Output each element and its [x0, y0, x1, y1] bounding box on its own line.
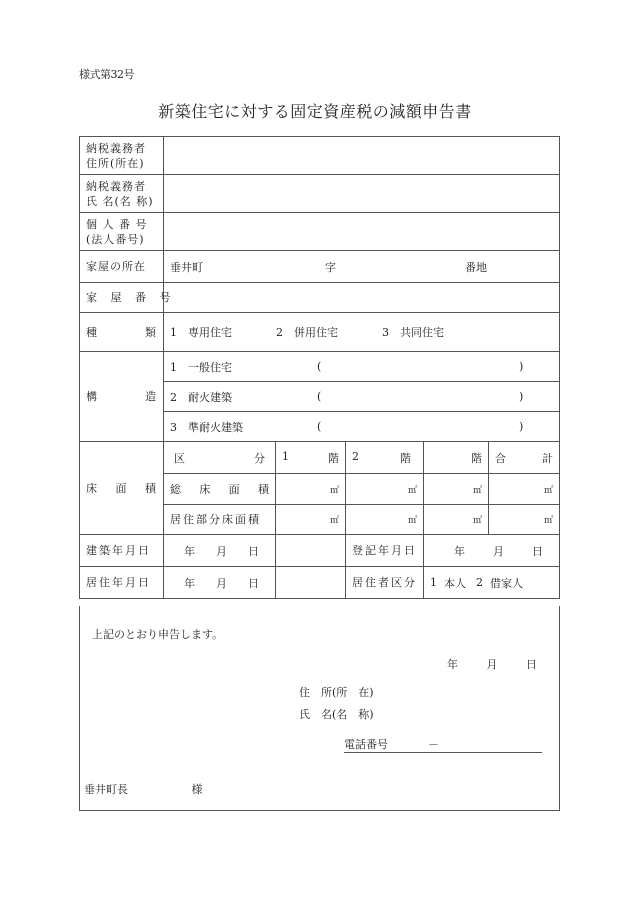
row-residence	[80, 567, 560, 599]
declaration-statement: 上記のとおり申告します。	[92, 628, 224, 641]
house-number-label: 家 屋 番 号	[80, 283, 164, 313]
construction-date-label: 建築年月日	[80, 535, 164, 567]
taxpayer-name-label: 納税義務者 氏 名(名 称)	[80, 175, 164, 213]
residence-date-extra[interactable]	[276, 567, 346, 599]
applicant-address-label: 住 所(所 在)	[299, 686, 374, 699]
addressee	[84, 781, 203, 797]
structure-option-1[interactable]: 1 一般住宅 ( )	[164, 352, 560, 382]
residential-floor1-field[interactable]: ㎡	[276, 505, 346, 535]
row-house-type	[80, 313, 560, 352]
residential-floor2-field[interactable]: ㎡	[346, 505, 424, 535]
individual-number-label: 個 人 番 号 (法人番号)	[80, 213, 164, 251]
registration-date-field[interactable]: 年 月 日	[424, 535, 560, 567]
taxpayer-address-label: 納税義務者 住所(所在)	[80, 137, 164, 175]
total-floor1-field[interactable]: ㎡	[276, 474, 346, 505]
row-floor-area-header	[80, 442, 560, 474]
town-name: 垂井町	[170, 260, 203, 274]
resident-option-self[interactable]: 本人	[444, 576, 466, 590]
total-header: 合 計	[489, 442, 560, 474]
individual-number-field[interactable]	[164, 213, 560, 251]
total-floor2-field[interactable]: ㎡	[346, 474, 424, 505]
addressee-name: 垂井町長	[84, 783, 128, 796]
house-type-label: 種 類	[80, 313, 164, 352]
residential-floorN-field[interactable]: ㎡	[424, 505, 489, 535]
honorific: 様	[191, 783, 203, 796]
taxpayer-address-field[interactable]	[164, 137, 560, 175]
resident-category-label: 居住者区分	[346, 567, 424, 599]
row-taxpayer-name	[80, 175, 560, 213]
declaration-section	[79, 606, 560, 811]
total-sum-field[interactable]: ㎡	[489, 474, 560, 505]
structure-option-2[interactable]: 2 耐火建築 ( )	[164, 382, 560, 412]
total-floorN-field[interactable]: ㎡	[424, 474, 489, 505]
row-dates	[80, 535, 560, 567]
type-option-2[interactable]: 2 併用住宅	[276, 326, 338, 339]
resident-option-tenant[interactable]: 借家人	[490, 576, 523, 590]
floorN-header[interactable]: 階	[424, 442, 489, 474]
row-house-number	[80, 283, 560, 313]
phone-separator: －	[428, 738, 439, 751]
row-individual-number	[80, 213, 560, 251]
floor1-header: 1 階	[276, 442, 346, 474]
house-location-field[interactable]	[164, 251, 560, 283]
phone-label: 電話番号	[344, 738, 388, 751]
category-header: 区 分	[164, 442, 276, 474]
row-house-location	[80, 251, 560, 283]
residence-date-field[interactable]: 年 月 日	[164, 567, 276, 599]
resident-category-options: 1 本人 2 借家人	[424, 567, 560, 599]
page-title: 新築住宅に対する固定資産税の減額申告書	[158, 102, 472, 121]
residence-date-label: 居住年月日	[80, 567, 164, 599]
residential-sum-field[interactable]: ㎡	[489, 505, 560, 535]
row-structure-1	[80, 352, 560, 382]
residential-floor-area-label: 居住部分床面積	[164, 505, 276, 535]
row-taxpayer-address	[80, 137, 560, 175]
aza-label: 字	[325, 260, 336, 274]
house-number-field[interactable]	[164, 283, 560, 313]
structure-option-3[interactable]: 3 準耐火建築 ( )	[164, 412, 560, 442]
house-type-options	[164, 313, 560, 352]
construction-date-extra[interactable]	[276, 535, 346, 567]
type-option-3[interactable]: 3 共同住宅	[382, 326, 444, 339]
banchi-label: 番地	[465, 260, 487, 274]
taxpayer-name-field[interactable]	[164, 175, 560, 213]
application-form-table	[79, 136, 560, 599]
applicant-name-label: 氏 名(名 称)	[299, 708, 374, 721]
total-floor-area-label: 総 床 面 積	[164, 474, 276, 505]
construction-date-field[interactable]: 年 月 日	[164, 535, 276, 567]
phone-number-field[interactable]	[344, 736, 542, 753]
declaration-date[interactable]: 年 月 日	[447, 658, 537, 671]
structure-label: 構 造	[80, 352, 164, 442]
form-number: 様式第32号	[79, 68, 134, 81]
registration-date-label: 登記年月日	[346, 535, 424, 567]
type-option-1[interactable]: 1 専用住宅	[170, 326, 232, 339]
floor-area-label: 床 面 積	[80, 442, 164, 535]
floor2-header: 2 階	[346, 442, 424, 474]
house-location-label: 家屋の所在	[80, 251, 164, 283]
